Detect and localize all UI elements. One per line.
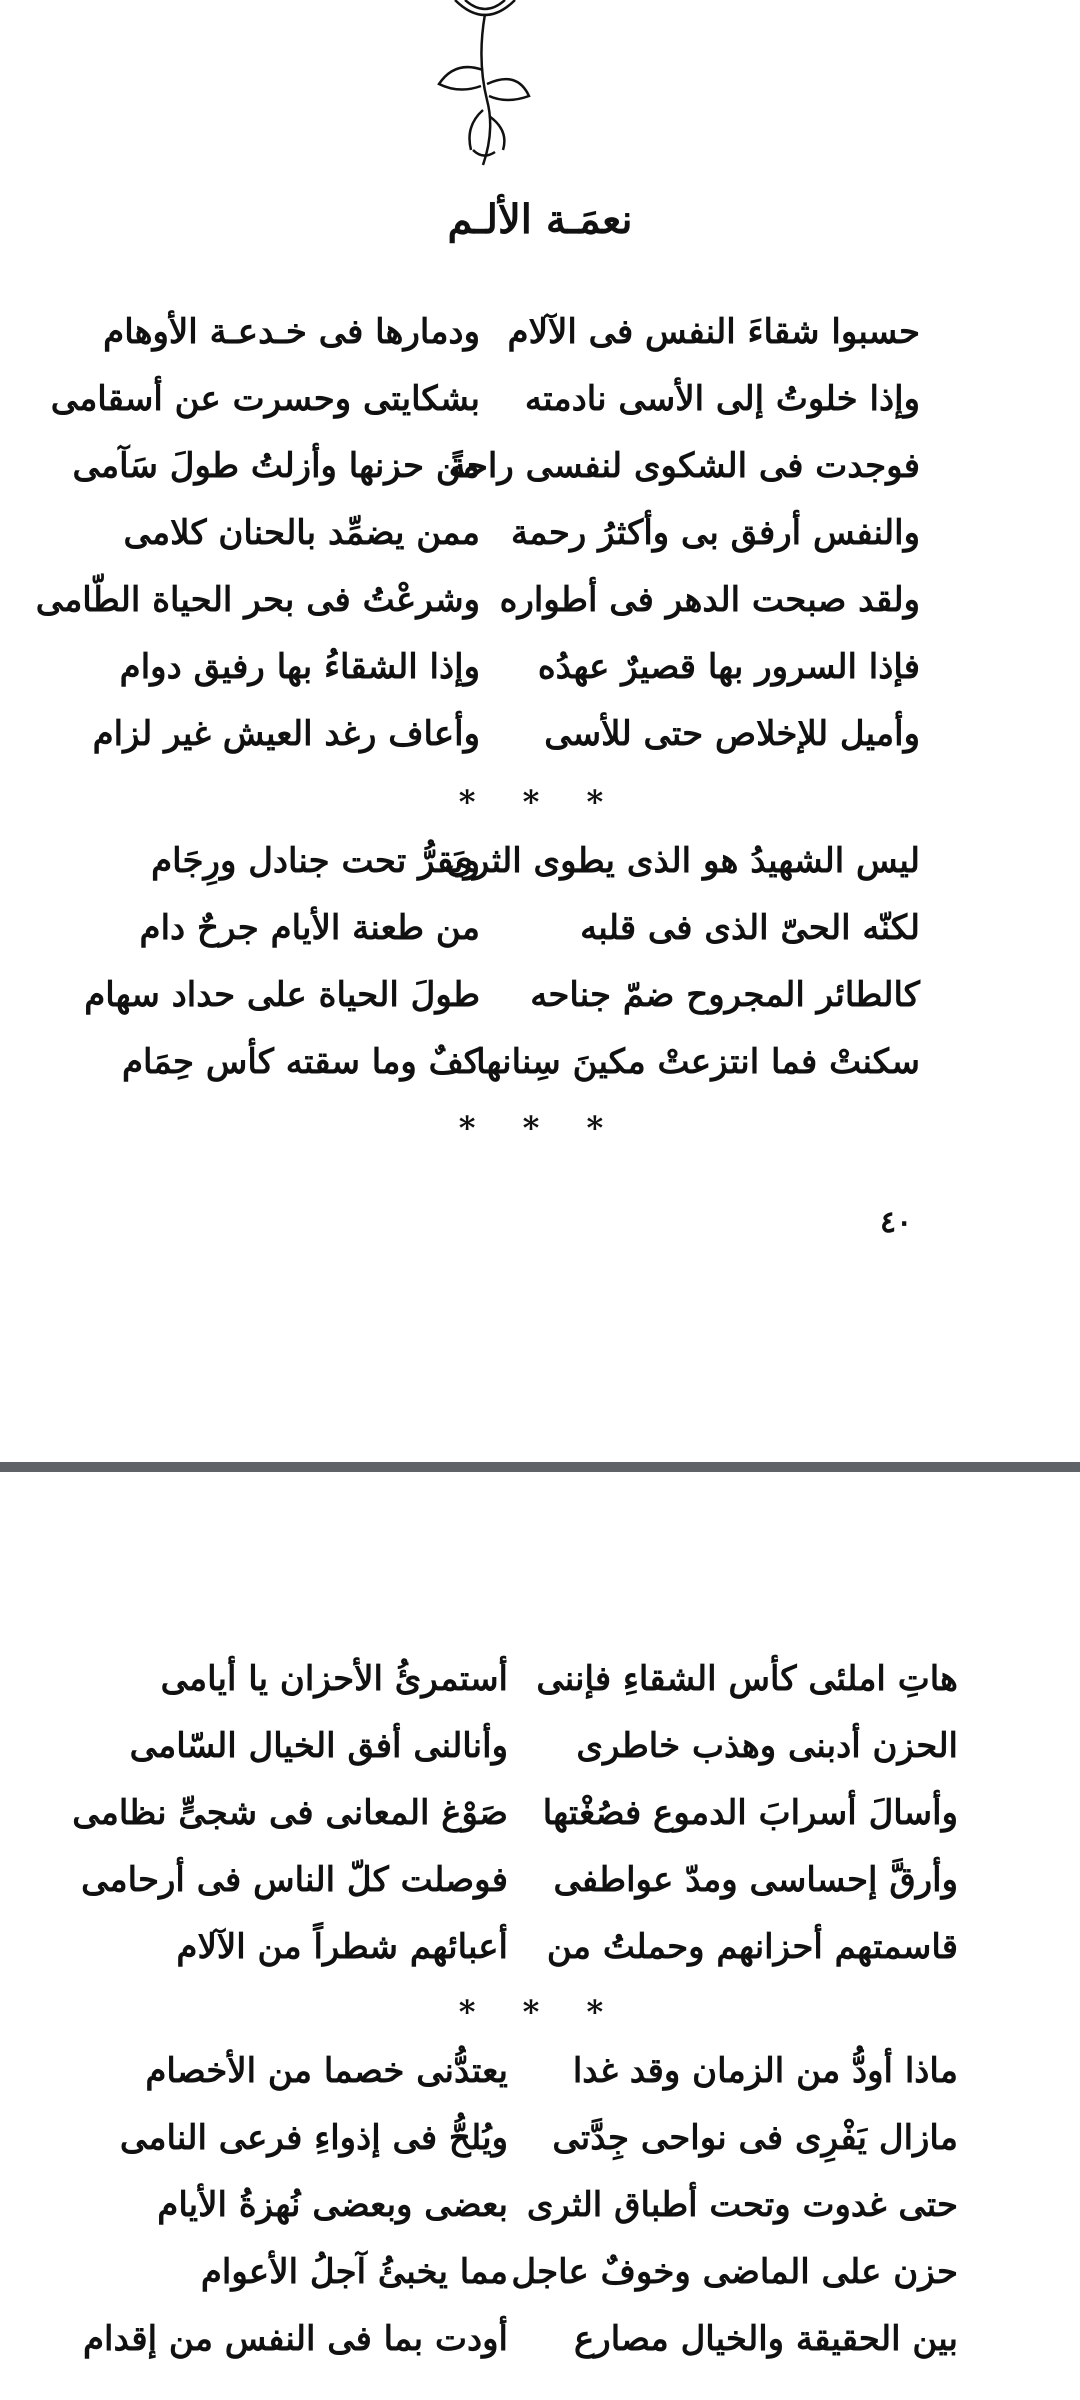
- verse-line: [0, 834, 1080, 901]
- poem-title: نعمَـة الألـم: [447, 196, 633, 243]
- verse-first-hemistich: قاسمتهم أحزانهم وحملتُ من: [546, 1927, 958, 1967]
- verse-first-hemistich: بين الحقيقة والخيال مصارع: [573, 2319, 958, 2359]
- verse-line: [0, 1719, 1080, 1786]
- poem-stanza-3: [0, 1652, 1080, 1987]
- flower-ornament-icon: [425, 0, 545, 170]
- verse-first-hemistich: فوجدت فى الشكوى لنفسى راحةً: [448, 446, 920, 486]
- verse-second-hemistich: يعتدُّنى خصما من الأخصام: [145, 2051, 508, 2091]
- verse-line: [0, 1035, 1080, 1102]
- verse-first-hemistich: ليس الشهيدُ هو الذى يطوى الثرى: [446, 841, 920, 881]
- verse-line: [0, 2044, 1080, 2111]
- page-number: ٤٠: [880, 1205, 913, 1240]
- book-page-41: [0, 1472, 1080, 2400]
- verse-first-hemistich: وأميل للإخلاص حتى للأسى: [544, 714, 920, 754]
- verse-line: [0, 506, 1080, 573]
- verse-first-hemistich: الحزن أدبنى وهذب خاطرى: [576, 1726, 958, 1766]
- verse-second-hemistich: صَوْغ المعانى فى شجىٍّ نظامى: [72, 1793, 508, 1833]
- verse-first-hemistich: فإذا السرور بها قصيرٌ عهدُه: [537, 647, 920, 687]
- verse-first-hemistich: والنفس أرفق بى وأكثرُ رحمة: [510, 513, 920, 553]
- verse-first-hemistich: سكنتْ فما انتزعتْ مكينَ سِنانها: [476, 1042, 920, 1082]
- verse-line: [0, 439, 1080, 506]
- verse-second-hemistich: أعبائهم شطراً من الآلام: [176, 1927, 508, 1967]
- verse-second-hemistich: فوصلت كلّ الناس فى أرحامى: [81, 1860, 508, 1900]
- verse-second-hemistich: وأنالنى أفق الخيال السّامى: [129, 1726, 508, 1766]
- verse-line: [0, 901, 1080, 968]
- verse-second-hemistich: ودمارها فى خـدعـة الأوهام: [103, 312, 480, 352]
- verse-line: [0, 707, 1080, 774]
- verse-line: [0, 1786, 1080, 1853]
- verse-line: [0, 305, 1080, 372]
- verse-first-hemistich: وأسالَ أسرابَ الدموع فصُغْتها: [542, 1793, 958, 1833]
- verse-line: [0, 1920, 1080, 1987]
- poem-stanza-1: [0, 305, 1080, 774]
- verse-second-hemistich: أستمرئُ الأحزان يا أيامى: [160, 1659, 508, 1699]
- verse-second-hemistich: من حزنها وأزلتُ طولَ سَآمى: [72, 446, 480, 486]
- verse-line: [0, 2312, 1080, 2379]
- verse-line: [0, 1652, 1080, 1719]
- verse-second-hemistich: بعضى وبعضى نُهزةُ الأيام: [157, 2185, 508, 2225]
- verse-second-hemistich: ويُلحُّ فى إذواءِ فرعى النامى: [119, 2118, 508, 2158]
- stanza-separator: * * *: [458, 1109, 622, 1147]
- verse-second-hemistich: وشرعْتُ فى بحر الحياة الطّامى: [35, 580, 480, 620]
- verse-second-hemistich: ممن يضمِّد بالحنان كلامى: [123, 513, 480, 553]
- verse-first-hemistich: حسبوا شقاءَ النفس فى الآلام: [507, 312, 920, 352]
- verse-line: [0, 640, 1080, 707]
- verse-line: [0, 2178, 1080, 2245]
- verse-first-hemistich: هاتِ املئى كأس الشقاءِ فإننى: [536, 1659, 958, 1699]
- verse-line: [0, 372, 1080, 439]
- verse-first-hemistich: ماذا أودُّ من الزمان وقد غدا: [572, 2051, 958, 2091]
- verse-first-hemistich: لكنّه الحىّ الذى فى قلبه: [580, 908, 920, 948]
- verse-first-hemistich: وأرقَّ إحساسى ومدّ عواطفى: [553, 1860, 958, 1900]
- stanza-separator: * * *: [458, 1993, 622, 2031]
- verse-second-hemistich: وأعاف رغد العيش غير لزام: [92, 714, 480, 754]
- verse-line: [0, 2111, 1080, 2178]
- page-divider: [0, 1462, 1080, 1472]
- verse-second-hemistich: طولَ الحياة على حداد سهام: [84, 975, 480, 1015]
- verse-line: [0, 1853, 1080, 1920]
- verse-second-hemistich: أودت بما فى النفس من إقدام: [82, 2319, 508, 2359]
- verse-first-hemistich: وإذا خلوتُ إلى الأسى نادمته: [524, 379, 920, 419]
- stanza-separator: * * *: [458, 783, 622, 821]
- verse-line: [0, 968, 1080, 1035]
- poem-stanza-2: [0, 834, 1080, 1102]
- verse-first-hemistich: مازال يَفْرِى فى نواحى جِدَّتى: [552, 2118, 958, 2158]
- verse-first-hemistich: حتى غدوت وتحت أطباق الثرى: [526, 2185, 958, 2225]
- verse-second-hemistich: من طعنة الأيام جرحٌ دام: [139, 908, 480, 948]
- poem-stanza-4: [0, 2044, 1080, 2379]
- verse-second-hemistich: كفٌ وما سقته كأس حِمَام: [121, 1042, 480, 1082]
- verse-second-hemistich: وإذا الشقاءُ بها رفيق دوام: [119, 647, 480, 687]
- verse-line: [0, 573, 1080, 640]
- verse-second-hemistich: مما يخبئُ آجلُ الأعوام: [200, 2252, 508, 2292]
- verse-second-hemistich: بشكايتى وحسرت عن أسقامى: [50, 379, 480, 419]
- verse-line: [0, 2245, 1080, 2312]
- verse-first-hemistich: ولقد صبحت الدهر فى أطواره: [499, 580, 920, 620]
- verse-first-hemistich: حزن على الماضى وخوفٌ عاجل: [511, 2252, 958, 2292]
- verse-first-hemistich: كالطائر المجروح ضمّ جناحه: [530, 975, 920, 1015]
- verse-second-hemistich: ويَقرُّ تحت جنادل ورِجَام: [151, 841, 480, 881]
